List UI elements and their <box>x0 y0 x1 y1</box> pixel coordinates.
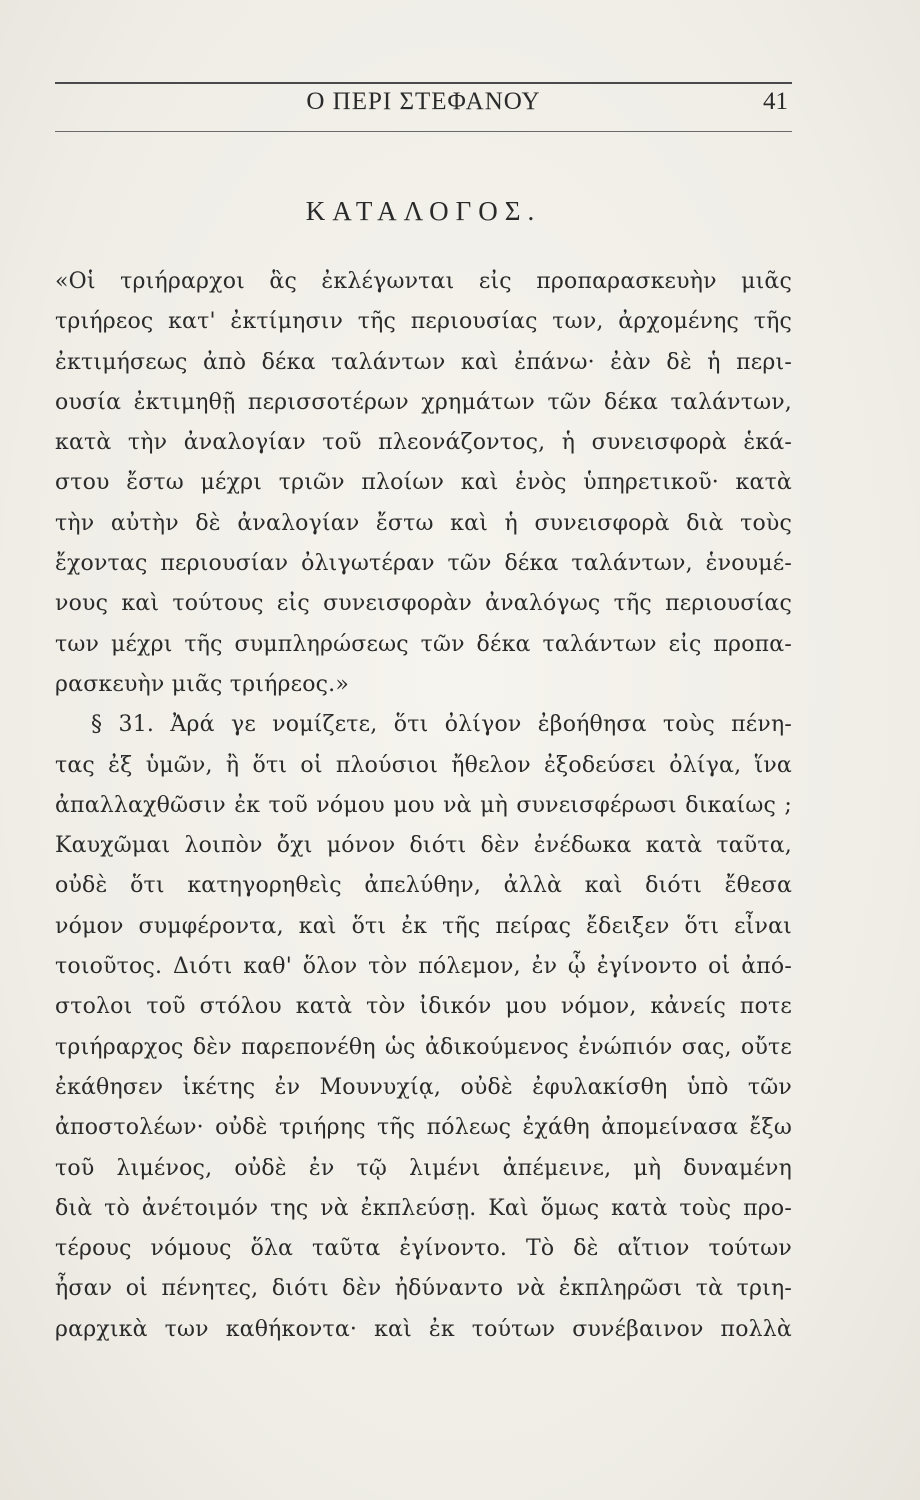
text-line: ἀποστολέων· οὐδὲ τριήρης τῆς πόλεως ἐχάθη ἀπομείνασα ἔξω <box>55 1115 792 1141</box>
text-line: ἐκτιμήσεως ἀπὸ δέκα ταλάντων καὶ ἐπάνω· ἐὰν δὲ ἡ περι- <box>55 349 792 375</box>
text-line: ραρχικὰ των καθήκοντα· καὶ ἐκ τούτων συνέβαινον πολλὰ <box>55 1316 792 1342</box>
running-title: Ο ΠΕΡΙ ΣΤΕΦΑΝΟΥ <box>306 88 541 115</box>
text-line: οὐδὲ ὅτι κατηγορηθεὶς ἀπελύθην, ἀλλὰ καὶ διότι ἔθεσα <box>55 873 792 899</box>
text-line: § 31. Ἀρά γε νομίζετε, ὅτι ὀλίγον ἐβοήθησα τοὺς πένη- <box>91 712 792 738</box>
text-line: τας ἐξ ὑμῶν, ἢ ὅτι οἱ πλούσιοι ἤθελον ἐξοδεύσει ὀλίγα, ἵνα <box>55 752 792 778</box>
running-head <box>55 84 792 124</box>
text-line: «Οἱ τριήραρχοι ἃς ἐκλέγωνται εἰς προπαρασκευὴν μιᾶς <box>55 269 792 294</box>
text-line: τὴν αὐτὴν δὲ ἀναλογίαν ἔστω καὶ ἡ συνεισφορὰ διὰ τοὺς <box>55 510 792 536</box>
text-line: ἔχοντας περιουσίαν ὀλιγωτέραν τῶν δέκα ταλάντων, ἑνουμέ- <box>55 551 792 577</box>
text-line: διὰ τὸ ἀνέτοιμόν της νὰ ἐκπλεύσῃ. Καὶ ὅμως κατὰ τοὺς προ- <box>55 1195 792 1221</box>
body-text <box>55 262 792 1350</box>
text-line: ἐκάθησεν ἱκέτης ἐν Μουνυχίᾳ, οὐδὲ ἐφυλακίσθη ὑπὸ τῶν <box>55 1074 792 1100</box>
text-line: ἦσαν οἱ πένητες, διότι δὲν ἠδύναντο νὰ ἐκπληρῶσι τὰ τριη- <box>55 1276 792 1302</box>
text-line: ρασκευὴν μιᾶς τριήρεος.» <box>55 671 350 697</box>
text-line: νόμον συμφέροντα, καὶ ὅτι ἐκ τῆς πείρας ἔδειξεν ὅτι εἶναι <box>55 913 792 939</box>
text-line: των μέχρι τῆς συμπληρώσεως τῶν δέκα ταλάντων εἰς προπα- <box>55 631 792 657</box>
text-line: τοῦ λιμένος, οὐδὲ ἐν τῷ λιμένι ἀπέμεινε, μὴ δυναμένη <box>55 1155 792 1181</box>
text-line: στολοι τοῦ στόλου κατὰ τὸν ἰδικόν μου νόμον, κἀνείς ποτε <box>55 994 792 1020</box>
text-line: ουσία ἐκτιμηθῇ περισσοτέρων χρημάτων τῶν δέκα ταλάντων, <box>55 389 792 415</box>
page-number: 41 <box>763 88 788 115</box>
text-line: ἀπαλλαχθῶσιν ἐκ τοῦ νόμου μου νὰ μὴ συνεισφέρωσι δικαίως ; <box>55 792 792 818</box>
text-line: Καυχῶμαι λοιπὸν ὄχι μόνον διότι δὲν ἐνέδωκα κατὰ ταῦτα, <box>55 833 792 859</box>
text-line: νους καὶ τούτους εἰς συνεισφορὰν ἀναλόγως τῆς περιουσίας <box>55 591 792 617</box>
text-line: τοιοῦτος. Διότι καθ' ὅλον τὸν πόλεμον, ἐν ᾧ ἐγίνοντο οἱ ἀπό- <box>55 954 792 980</box>
section-heading: ΚΑΤΑΛΟΓΟΣ. <box>305 196 542 226</box>
text-line: τριήραρχος δὲν παρεπονέθη ὡς ἀδικούμενος ἐνώπιόν σας, οὔτε <box>55 1034 792 1060</box>
text-line: κατὰ τὴν ἀναλογίαν τοῦ πλεονάζοντος, ἡ συνεισφορὰ ἑκά- <box>55 430 792 456</box>
text-line: τέρους νόμους ὅλα ταῦτα ἐγίνοντο. Τὸ δὲ αἴτιον τούτων <box>55 1236 792 1262</box>
text-line: τριήρεος κατ' ἐκτίμησιν τῆς περιουσίας των, ἀρχομένης τῆς <box>55 309 792 335</box>
text-line: στου ἔστω μέχρι τριῶν πλοίων καὶ ἑνὸς ὑπηρετικοῦ· κατὰ <box>55 470 792 496</box>
header-bottom-rule <box>55 131 792 132</box>
